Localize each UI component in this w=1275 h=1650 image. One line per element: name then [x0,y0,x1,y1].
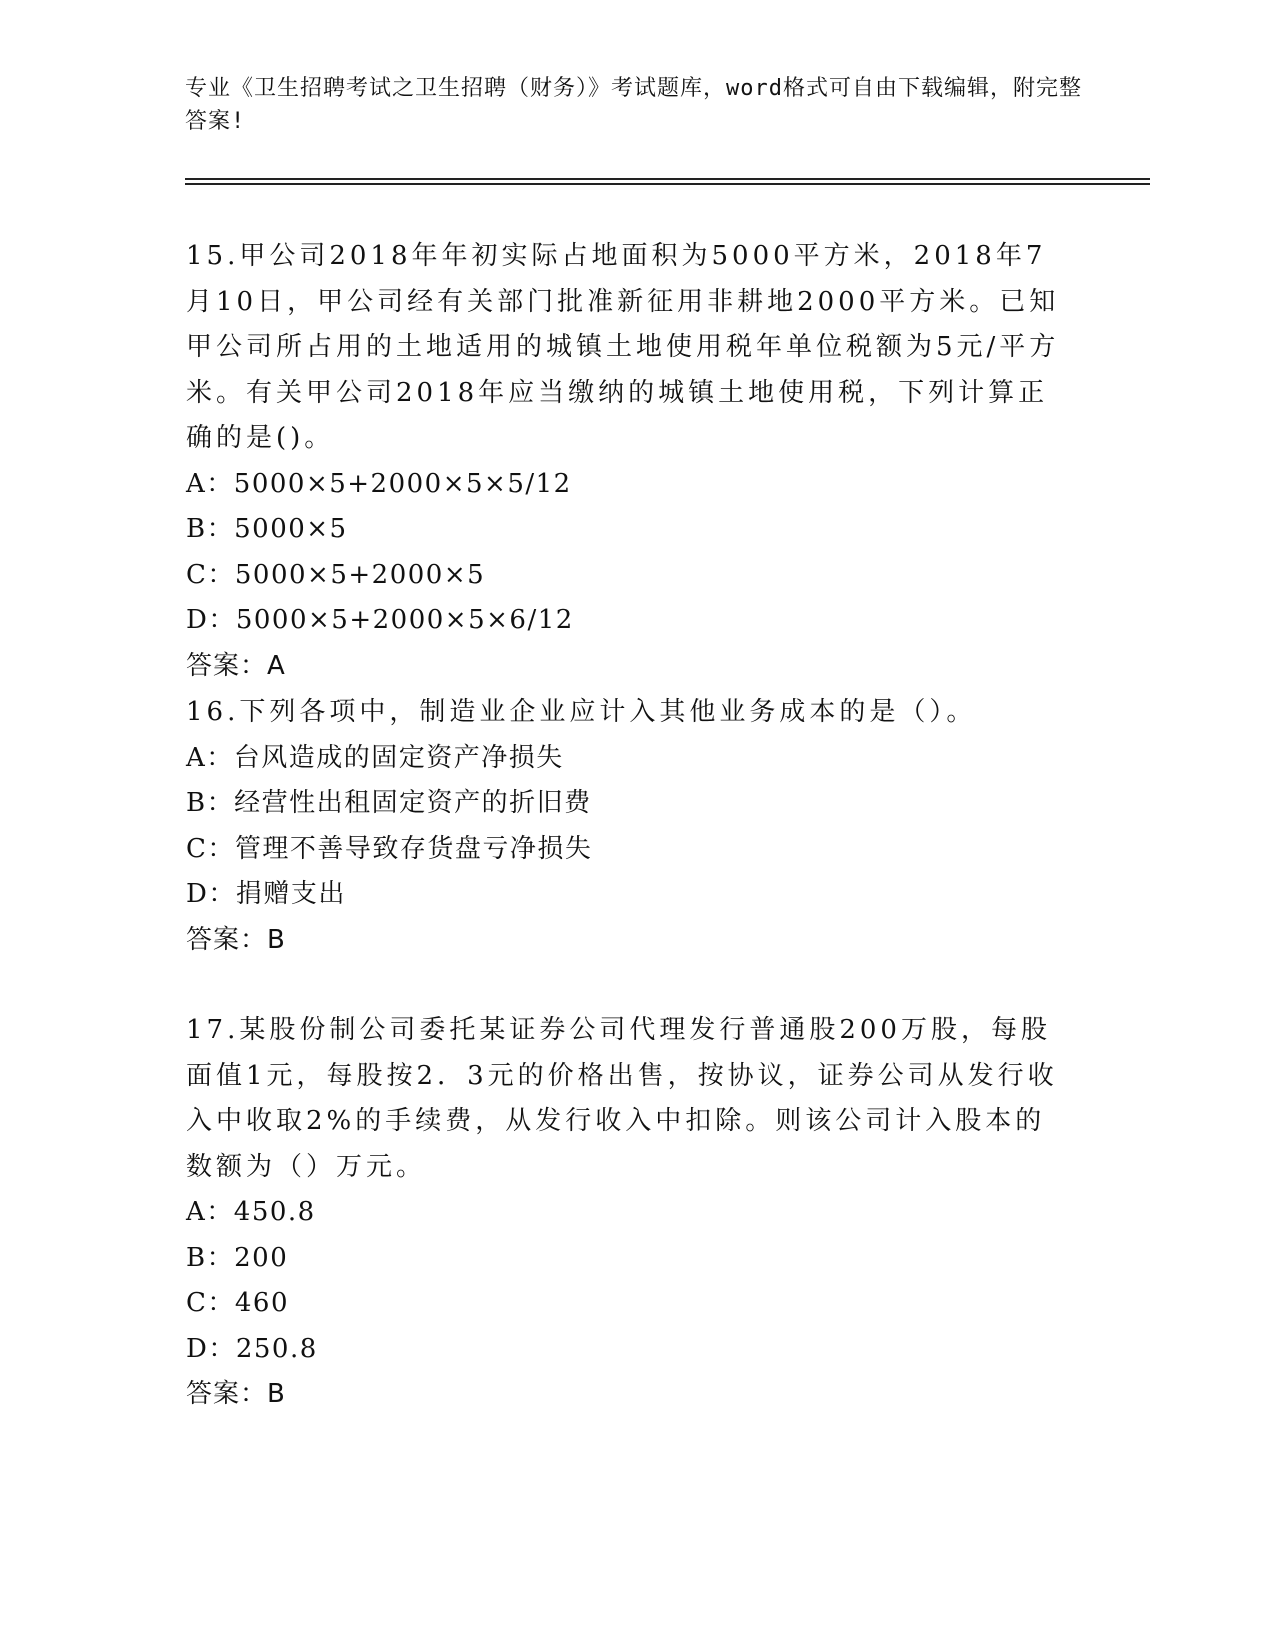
header-divider-top [185,178,1150,180]
option-c: C：5000×5+2000×5 [186,559,486,590]
option-b: B：经营性出租固定资产的折旧费 [186,788,592,818]
header-divider-bottom [185,183,1150,185]
question-stem: 16.下列各项中，制造业企业应计入其他业务成本的是（）。 [186,697,977,727]
question-stem: 17.某股份制公司委托某证券公司代理发行普通股200万股，每股面值1元，每股按2．3元的价格出售，按协议，证券公司从发行收入中收取2%的手续费，从发行收入中扣除。则该公司计入股本的数额为（）万元。 [186,1015,1058,1182]
option-d: D：捐赠支出 [186,879,346,909]
option-c: C：460 [186,1288,290,1318]
option-b: B：5000×5 [186,514,348,544]
question-15 [186,234,1071,689]
answer-line: 答案：B [186,1379,286,1409]
option-d: D：250.8 [186,1333,318,1364]
answer-line: 答案：B [186,924,286,955]
question-17 [186,1008,1071,1418]
document-header: 专业《卫生招聘考试之卫生招聘（财务）》考试题库，word格式可自由下载编辑，附完整答案! [185,76,1082,134]
option-a: A：5000×5+2000×5×5/12 [186,468,572,499]
option-a: A：台风造成的固定资产净损失 [186,742,564,773]
option-c: C：管理不善导致存货盘亏净损失 [186,833,593,864]
question-16 [186,690,1071,963]
option-a: A：450.8 [186,1197,316,1227]
option-d: D：5000×5+2000×5×6/12 [186,605,574,635]
option-b: B：200 [186,1242,289,1273]
answer-line: 答案：A [186,650,286,681]
question-stem: 15.甲公司2018年年初实际占地面积为5000平方米，2018年7月10日，甲公司经有关部门批准新征用非耕地2000平方米。已知甲公司所占用的土地适用的城镇土地使用税年单位税额为5元/平方米。有关甲公司2018年应当缴纳的城镇土地使用税，下列计算正确的是()。 [186,241,1060,453]
